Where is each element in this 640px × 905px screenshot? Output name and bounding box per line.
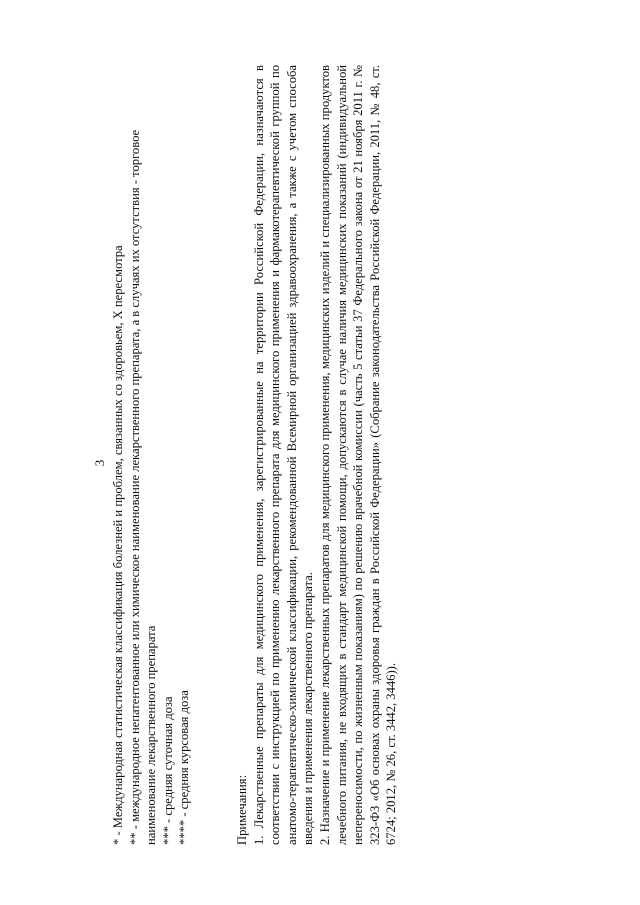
note-item-2: 2. Назначение и применение лекарственных препаратов для медицинского применения, медицинских изделий и специализированных продуктов лечебного питания, не входящих в стандарт медицинской помощи, допускаются в случае наличия медицинских показаний (индивидуальной непереносимости, по жизненным показаниям) по решению врачебной комиссии (часть 5 статьи 37 Федерального закона от 21 ноября 2011 г. № 323-ФЗ «Об основах охраны здоровья граждан в Российской Федерации» (Собрание законодательства Российской Федерации, 2011, № 48, ст. 6724; 2012, № 26, ст. 3442, 3446)). — [317, 65, 399, 845]
notes-heading: Примечания: — [235, 774, 249, 845]
footnote-course-dose: **** - средняя курсовая доза — [177, 690, 192, 845]
page-number: 3 — [92, 459, 107, 467]
footnote-inn: ** - международное непатентованное или химическое наименование лекарственного препарата, а в случаях их отсутствия - торговое наименование лекарственного препарата — [127, 129, 159, 845]
note-item-1: 1. Лекарственные препараты для медицинского применения, зарегистрированные на территории Российской Федерации, назначаются в соответствии с инструкцией по применению лекарственного препарата для медицинского применения и фармакотерапевтической группой по анатомо-терапевтическо-химической классификации, рекомендованной Всемирной организацией здравоохранения, а также с учетом способа введения и применения лекарственного препарата. — [251, 65, 316, 845]
notes-section — [234, 65, 400, 845]
rotated-content — [110, 65, 410, 845]
footnote-daily-dose: *** - средняя суточная доза — [160, 696, 175, 845]
footnotes — [110, 65, 193, 845]
footnote-icd: * - Международная статистическая классификация болезней и проблем, связанных со здоровьем, X пересмотра — [111, 245, 125, 845]
